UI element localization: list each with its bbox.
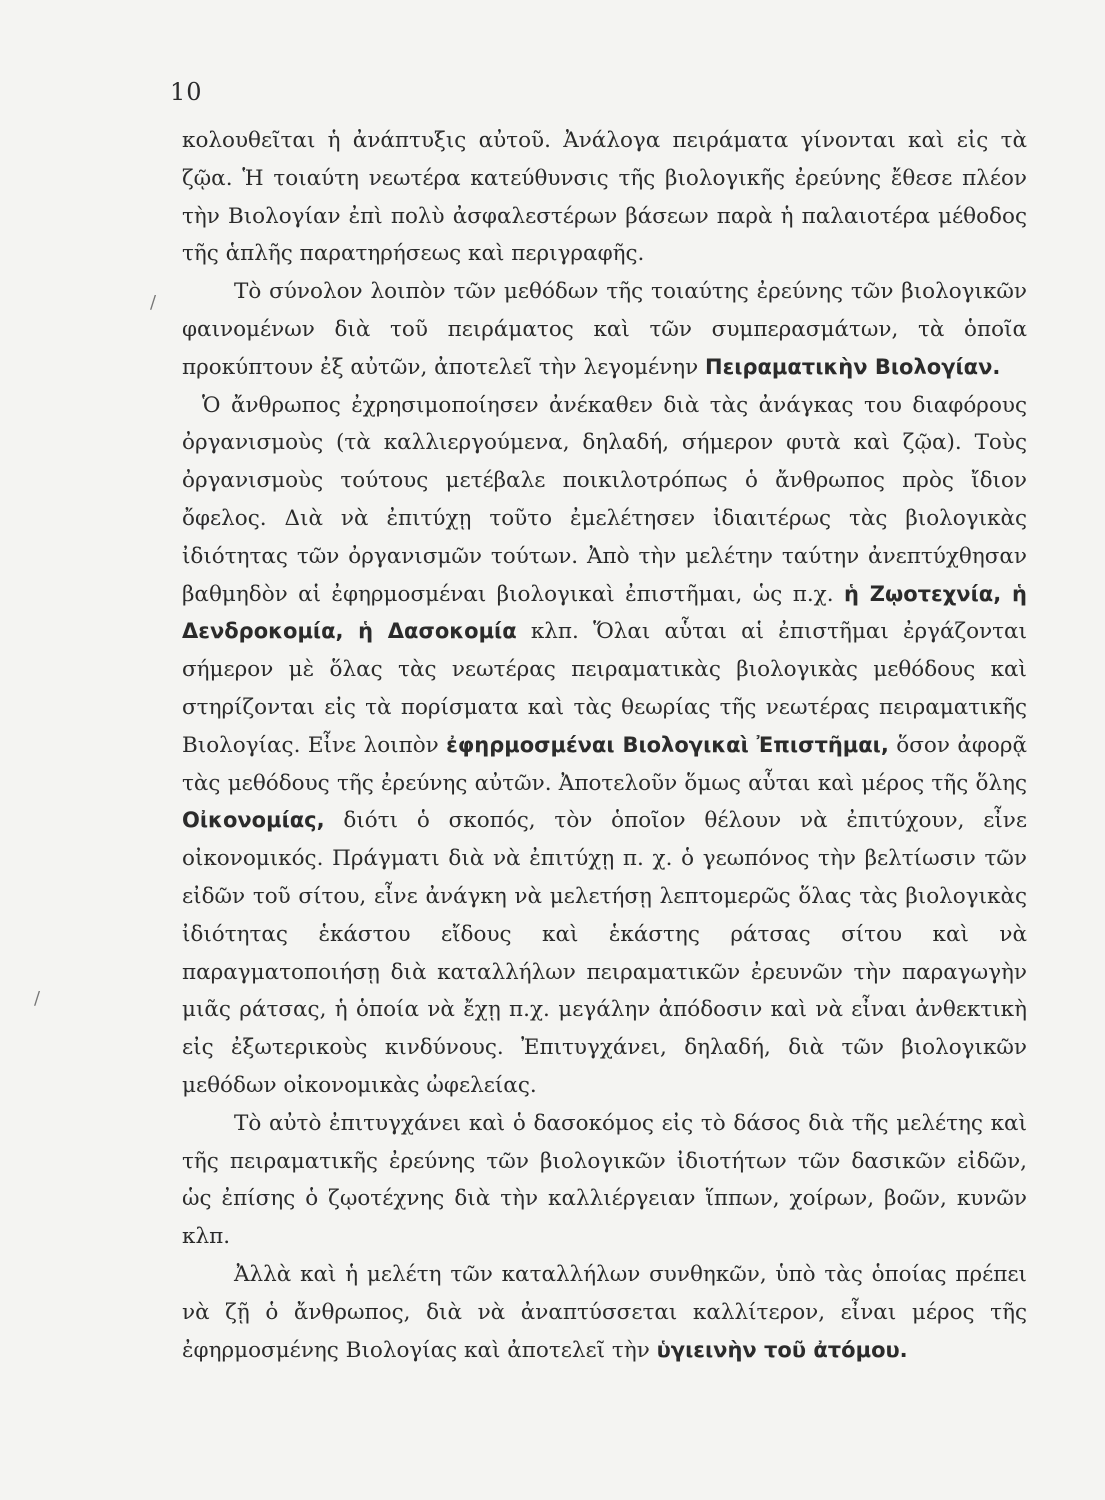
bold-term: Οἰκονομίας, [182,808,325,833]
text-run: ὅσον ἀφορᾷ τὰς μεθόδους τῆς ἐρεύνης αὐτῶν. Ἀποτελοῦν ὅμως αὗται καὶ μέρος τῆς ὅλης [182,732,1028,796]
paragraph [182,387,1027,1105]
bold-term: ἡ Ζῳοτεχνία, ἡ Δενδροκομία, ἡ Δασοκομία [182,581,1027,644]
text-run: Ἀλλὰ καὶ ἡ μελέτη τῶν καταλλήλων συνθηκῶν, ὑπὸ τὰς ὁποίας πρέπει νὰ ζῇ ὁ ἄνθρωπος, διὰ νὰ ἀναπτύσσεται καλλίτερον, εἶναι μέρος τῆς ἐφηρμοσμένης Βιολογίας καὶ ἀποτελεῖ τὴν [182,1261,1027,1363]
text-run: διότι ὁ σκοπός, τὸν ὁποῖον θέλουν νὰ ἐπιτύχουν, εἶνε οἰκονομικός. Πράγματι διὰ νὰ ἐπιτύχῃ π. χ. ὁ γεωπόνος τὴν βελτίωσιν τῶν εἰδῶν τοῦ σίτου, εἶνε ἀνάγκη νὰ μελετήσῃ λεπτομερῶς ὅλας τὰς βιολογικὰς ἰδιότητας ἑκάστου εἴδους καὶ ἑκάστης ράτσας σίτου καὶ νὰ παραγματοποιήσῃ διὰ καταλλήλων πειραματικῶν ἐρευνῶν τὴν παραγωγὴν μιᾶς ράτσας, ἡ ὁποία νὰ ἔχῃ π.χ. μεγάλην ἀπόδοσιν καὶ νὰ εἶναι ἀνθεκτικὴ εἰς ἐξωτερικοὺς κινδύνους. Ἐπιτυγχάνει, δηλαδή, διὰ τῶν βιολογικῶν μεθόδων οἰκονομικὰς ὠφελείας. [182,808,1027,1098]
paragraph [182,122,1027,273]
margin-mark: / [150,292,157,313]
text-run: Τὸ σύνολον λοιπὸν τῶν μεθόδων τῆς τοιαύτης ἐρεύνης τῶν βιολογικῶν φαινομένων διὰ τοῦ πειράματος καὶ τῶν συμπερασμάτων, τὰ ὁποῖα προκύπτουν ἐξ αὐτῶν, ἀποτελεῖ τὴν λεγομένην [182,279,1027,380]
text-run: Τὸ αὐτὸ ἐπιτυγχάνει καὶ ὁ δασοκόμος εἰς τὸ δάσος διὰ τῆς μελέτης καὶ τῆς πειραματικῆς ἐρεύνης τῶν βιολογικῶν ἰδιοτήτων τῶν δασικῶν εἰδῶν, ὡς ἐπίσης ὁ ζῳοτέχνης διὰ τὴν καλλιέργειαν ἵππων, χοίρων, βοῶν, κυνῶν κλπ. [182,1110,1027,1250]
page-number: 10 [170,78,203,106]
paragraph [182,1256,1027,1369]
bold-term: Πειραματικὴν Βιολογίαν. [705,354,1001,379]
text-run: Ὁ ἄνθρωπος ἐχρησιμοποίησεν ἀνέκαθεν διὰ τὰς ἀνάγκας του διαφόρους ὀργανισμοὺς (τὰ καλλιεργούμενα, δηλαδή, σήμερον φυτὰ καὶ ζῷα). Τοὺς ὀργανισμοὺς τούτους μετέβαλε ποικιλοτρόπως ὁ ἄνθρωπος πρὸς ἴδιον ὄφελος. Διὰ νὰ ἐπιτύχῃ τοῦτο ἐμελέτησεν ἰδιαιτέρως τὰς βιολογικὰς ἰδιότητας τῶν ὀργανισμῶν τούτων. Ἀπὸ τὴν μελέτην ταύτην ἀνεπτύχθησαν βαθμηδὸν αἱ ἐφηρμοσμέναι βιολογικαὶ ἐπιστῆμαι, ὡς π.χ. [182,392,1027,607]
bold-term: ὑγιεινὴν τοῦ ἀτόμου. [656,1337,908,1362]
text-run: κλπ. Ὅλαι αὗται αἱ ἐπιστῆμαι ἐργάζονται σήμερον μὲ ὅλας τὰς νεωτέρας πειραματικὰς βιολογικὰς μεθόδους καὶ στηρίζονται εἰς τὰ πορίσματα καὶ τὰς θεωρίας τῆς νεωτέρας πειραματικῆς Βιολογίας. Εἶνε λοιπὸν [182,619,1027,758]
paragraph [182,273,1027,386]
text-run: κολουθεῖται ἡ ἀνάπτυξις αὐτοῦ. Ἀνάλογα πειράματα γίνονται καὶ εἰς τὰ ζῷα. Ἡ τοιαύτη νεωτέρα κατεύθυνσις τῆς βιολογικῆς ἐρεύνης ἔθεσε πλέον τὴν Βιολογίαν ἐπὶ πολὺ ἀσφαλεστέρων βάσεων παρὰ ἡ παλαιοτέρα μέθοδος τῆς ἁπλῆς παρατηρήσεως καὶ περιγραφῆς. [182,128,1027,267]
paragraph [182,1105,1027,1256]
margin-mark: / [34,988,41,1009]
body-text [182,122,1027,1369]
bold-term: ἐφηρμοσμέναι Βιολογικαὶ Ἐπιστῆμαι, [446,732,889,757]
